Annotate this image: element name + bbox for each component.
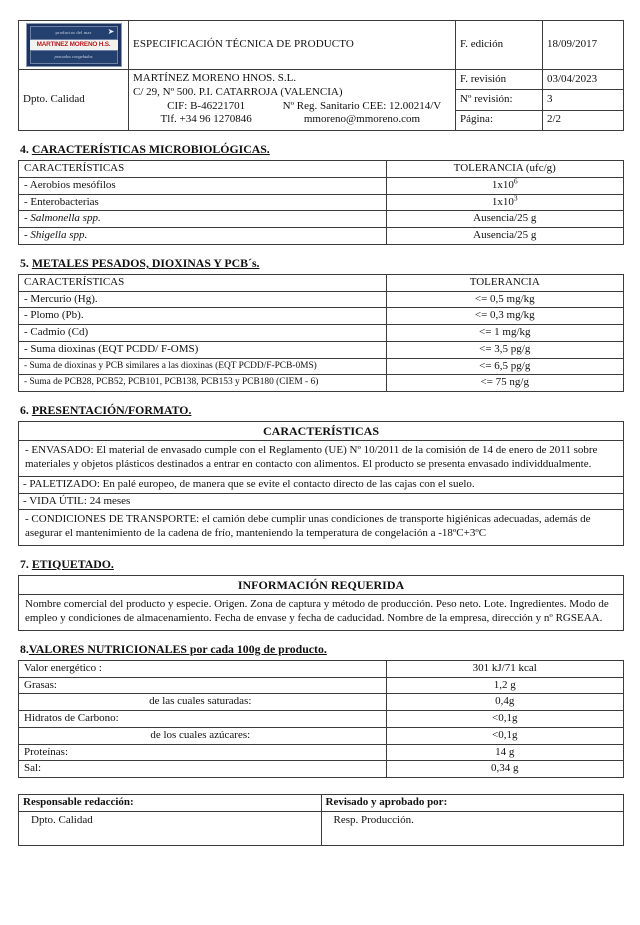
meta-value-revision-number: 3 — [543, 90, 624, 110]
metal-tolerance: <= 0,5 mg/kg — [386, 291, 624, 308]
section-8-subtitle: por cada 100g de producto. — [186, 641, 327, 656]
micro-characteristic: - Salmonella spp. — [19, 211, 387, 228]
company-contact-row — [133, 113, 451, 127]
section-5-table — [18, 274, 624, 392]
col-header-tolerance: TOLERANCIA — [386, 274, 624, 291]
section-7-heading — [20, 557, 624, 572]
signature-table — [18, 794, 624, 846]
meta-value-edition: 18/09/2017 — [543, 21, 624, 70]
metal-tolerance: <= 1 mg/kg — [386, 325, 624, 342]
company-sanitary-reg: Nº Reg. Sanitario CEE: 12.00214/V — [282, 99, 442, 112]
section-7-number: 7. — [20, 556, 29, 571]
company-logo — [26, 23, 122, 67]
nutrition-label: Sal: — [19, 761, 387, 778]
table-row — [19, 727, 624, 744]
metal-tolerance: <= 3,5 pg/g — [386, 341, 624, 358]
metal-tolerance: <= 0,3 mg/kg — [386, 308, 624, 325]
section-6-heading — [20, 403, 624, 418]
company-cif: CIF: B-46221701 — [167, 99, 246, 112]
table-header-row — [19, 274, 624, 291]
section-8-title: VALORES NUTRICIONALES — [28, 641, 187, 656]
micro-characteristic: - Shigella spp. — [19, 228, 387, 245]
table-row — [19, 711, 624, 728]
section-5-title: METALES PESADOS, DIOXINAS Y PCB´s. — [31, 255, 260, 270]
table-row — [19, 510, 624, 546]
nutrition-label: Grasas: — [19, 677, 387, 694]
table-row — [19, 744, 624, 761]
logo-main-text: MARTINEZ MORENO H.S. — [30, 40, 118, 51]
nutrition-label: Hidratos de Carbono: — [19, 711, 387, 728]
format-envasado: - ENVASADO: El material de envasado cumple con el Reglamento (UE) Nº 10/2011 de la comisión de 14 de enero de 2011 sobre materiales y objetos plásticos destinados a entrar en contacto con alimentos. El producto se presenta envasado individdualmente. — [19, 441, 624, 477]
header-row-revision — [19, 70, 624, 90]
company-info — [129, 70, 456, 131]
col-header-informacion-requerida: INFORMACIÓN REQUERIDA — [19, 575, 624, 594]
format-condiciones-transporte: - CONDICIONES DE TRANSPORTE: el camión debe cumplir unas condiciones de transporte higiénicas adecuadas, además de asegurar el mantenimiento de la cadena de frío, manteniendo la temperatura de congelación a -18ºC+3ºC — [19, 510, 624, 546]
format-vida-util: - VIDA ÚTIL: 24 meses — [19, 493, 624, 510]
section-7-table — [18, 575, 624, 631]
company-phone: Tlf. +34 96 1270846 — [160, 113, 252, 126]
micro-tolerance: Ausencia/25 g — [386, 228, 624, 245]
metal-characteristic: - Suma de PCB28, PCB52, PCB101, PCB138, PCB153 y PCB180 (CIEM - 6) — [19, 375, 387, 392]
signature-left-header: Responsable redacción: — [19, 795, 322, 812]
logo-top-text: productos del mar — [55, 30, 92, 36]
section-4-title: CARACTERÍSTICAS MICROBIOLÓGICAS. — [31, 142, 270, 156]
table-row — [19, 660, 624, 677]
section-6-table — [18, 421, 624, 546]
company-name: MARTÍNEZ MORENO HNOS. S.L. — [133, 72, 297, 84]
table-row — [19, 291, 624, 308]
section-6-number: 6. — [20, 403, 29, 417]
table-row — [19, 493, 624, 510]
micro-tolerance — [386, 194, 624, 211]
meta-value-page: 2/2 — [543, 110, 624, 130]
company-address: C/ 29, Nº 500. P.I. CATARROJA (VALENCIA) — [133, 85, 343, 98]
table-row — [19, 476, 624, 493]
section-5-heading — [20, 256, 624, 271]
logo-top-band — [30, 26, 118, 40]
table-row — [19, 358, 624, 375]
micro-tolerance — [386, 177, 624, 194]
meta-value-revision-date: 03/04/2023 — [543, 70, 624, 90]
document-page — [0, 20, 640, 925]
signature-right-value: Resp. Producción. — [321, 811, 624, 845]
table-row — [19, 761, 624, 778]
nutrition-value: <0,1g — [386, 727, 624, 744]
table-row — [19, 677, 624, 694]
document-header-table — [18, 20, 624, 131]
section-5-number: 5. — [20, 255, 29, 270]
tolerance-base: 1x10 — [491, 178, 514, 191]
labelling-requirements: Nombre comercial del producto y especie. Origen. Zona de captura y método de producción. Peso neto. Lote. Ingredientes. Modo de empleo y condiciones de almacenamiento. Fecha de envase y fecha de caducidad. Nombre de la empresa, dirección y nº RGSEAA. — [19, 595, 624, 631]
table-header-row — [19, 422, 624, 441]
table-header-row — [19, 161, 624, 178]
document-title: ESPECIFICACIÓN TÉCNICA DE PRODUCTO — [129, 21, 456, 70]
table-row — [19, 177, 624, 194]
nutrition-value: 0,4g — [386, 694, 624, 711]
col-header-characteristics: CARACTERÍSTICAS — [19, 161, 387, 178]
metal-characteristic: - Suma dioxinas (EQT PCDD/ F-OMS) — [19, 341, 387, 358]
table-header-row — [19, 575, 624, 594]
section-8-number: 8. — [20, 641, 29, 656]
table-row — [19, 341, 624, 358]
company-cif-row — [133, 100, 451, 114]
table-row — [19, 694, 624, 711]
micro-characteristic: - Aerobios mesófilos — [19, 177, 387, 194]
nutrition-value: <0,1g — [386, 711, 624, 728]
metal-tolerance: <= 75 ng/g — [386, 375, 624, 392]
signature-value-row — [19, 811, 624, 845]
table-row — [19, 441, 624, 477]
metal-characteristic: - Cadmio (Cd) — [19, 325, 387, 342]
metal-characteristic: - Suma de dioxinas y PCB similares a las dioxinas (EQT PCDD/F-PCB-0MS) — [19, 358, 387, 375]
table-row — [19, 375, 624, 392]
metal-characteristic: - Plomo (Pb). — [19, 308, 387, 325]
micro-characteristic: - Enterobacterias — [19, 194, 387, 211]
header-department: Dpto. Calidad — [19, 70, 129, 131]
nutrition-label: de las cuales saturadas: — [19, 694, 387, 711]
nutrition-value: 1,2 g — [386, 677, 624, 694]
section-4-table — [18, 160, 624, 245]
table-row — [19, 194, 624, 211]
company-logo-cell — [19, 21, 129, 70]
section-7-title: ETIQUETADO. — [31, 556, 114, 571]
micro-tolerance: Ausencia/25 g — [386, 211, 624, 228]
meta-label-revision-number: Nº revisión: — [456, 90, 543, 110]
logo-bottom-text: pescados congelados — [30, 50, 118, 64]
signature-left-value: Dpto. Calidad — [19, 811, 322, 845]
tolerance-base: 1x10 — [491, 195, 514, 208]
col-header-characteristics: CARACTERÍSTICAS — [19, 422, 624, 441]
nutrition-value: 301 kJ/71 kcal — [386, 660, 624, 677]
meta-label-revision-date: F. revisión — [456, 70, 543, 90]
table-row — [19, 228, 624, 245]
meta-label-edition: F. edición — [456, 21, 543, 70]
section-8-table — [18, 660, 624, 778]
format-paletizado: - PALETIZADO: En palé europeo, de manera que se evite el contacto directo de las cajas con el suelo. — [19, 476, 624, 493]
meta-label-page: Página: — [456, 110, 543, 130]
col-header-characteristics: CARACTERÍSTICAS — [19, 274, 387, 291]
section-4-heading — [20, 142, 624, 157]
tolerance-exponent: 6 — [513, 176, 518, 186]
nutrition-value: 14 g — [386, 744, 624, 761]
section-8-heading — [20, 642, 624, 657]
nutrition-value: 0,34 g — [386, 761, 624, 778]
fish-icon: ➤ — [107, 27, 115, 36]
table-row — [19, 595, 624, 631]
nutrition-label: de los cuales azúcares: — [19, 727, 387, 744]
table-row — [19, 325, 624, 342]
metal-characteristic: - Mercurio (Hg). — [19, 291, 387, 308]
header-row-title — [19, 21, 624, 70]
signature-right-header: Revisado y aprobado por: — [321, 795, 624, 812]
table-row — [19, 211, 624, 228]
signature-header-row — [19, 795, 624, 812]
section-6-title: PRESENTACIÓN/FORMATO. — [31, 403, 192, 417]
company-email: mmoreno@mmoreno.com — [303, 113, 421, 126]
section-4-number: 4. — [20, 142, 29, 156]
tolerance-exponent: 3 — [513, 192, 518, 202]
nutrition-label: Proteínas: — [19, 744, 387, 761]
table-row — [19, 308, 624, 325]
nutrition-label: Valor energético : — [19, 660, 387, 677]
col-header-tolerance: TOLERANCIA (ufc/g) — [386, 161, 624, 178]
metal-tolerance: <= 6,5 pg/g — [386, 358, 624, 375]
